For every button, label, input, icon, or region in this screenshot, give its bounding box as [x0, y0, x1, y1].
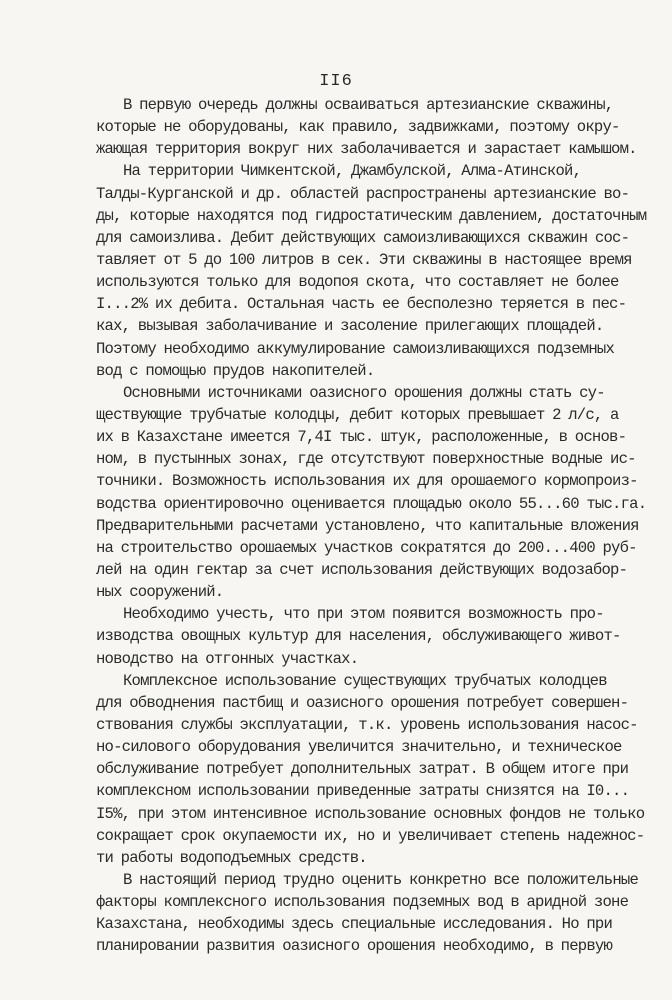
text-line: ствования службы эксплуатации, т.к. уровень использования насос- — [96, 715, 638, 734]
text-line: жающая территория вокруг них заболачивается и зарастает камышом. — [96, 140, 637, 159]
text-line: их в Казахстане имеется 7,4I тыс. штук, расположенные, в основ- — [96, 428, 627, 447]
text-line: Казахстана, необходимы здесь специальные исследования. Но при — [96, 915, 613, 934]
text-line: планировании развития оазисного орошения необходимо, в первую — [96, 937, 613, 956]
text-line: точники. Возможность использования их для орошаемого кормопроиз- — [96, 472, 638, 491]
text-line: лей на один гектар за счет использования действующих водозабор- — [96, 560, 628, 579]
text-line: обслуживание потребует дополнительных затрат. В общем итоге при — [96, 760, 629, 779]
text-line: ти работы водоподъемных средств. — [96, 848, 367, 867]
text-line: Талды-Курганской и др. областей распространены артезианские во- — [96, 184, 630, 203]
text-line: используются только для водопоя скота, что составляет не более — [96, 273, 619, 292]
text-line: вод с помощью прудов накопителей. — [96, 361, 375, 380]
text-line: I5%, при этом интенсивное использование основных фондов не только — [96, 804, 645, 823]
text-line: ках, вызывая заболачивание и засоление прилегающих площадей. — [96, 317, 604, 336]
text-line: В настоящий период трудно оценить конкретно все положительные — [123, 870, 639, 889]
text-line: Предварительными расчетами установлено, что капитальные вложения — [96, 516, 639, 535]
text-line: факторы комплексного использования подземных вод в аридной зоне — [96, 893, 629, 912]
text-line: ды, которые находятся под гидростатическим давлением, достаточным — [96, 206, 647, 225]
text-line: тавляет от 5 до 100 литров в сек. Эти скважины в настоящее время — [96, 250, 632, 269]
text-line: новодство на отгонных участках. — [96, 649, 359, 668]
text-line: ществующие трубчатые колодцы, дебит которых превышает 2 л/с, а — [96, 405, 619, 424]
text-line: Поэтому необходимо аккумулирование самоизливающихся подземных — [96, 339, 615, 358]
text-line: но-силового оборудования увеличится значительно, и техническое — [96, 738, 622, 757]
text-line: для обводнения пастбищ и оазисного орошения потребует совершен- — [96, 693, 629, 712]
page-number: II6 — [319, 72, 353, 91]
body-text — [96, 94, 656, 957]
text-line: ном, в пустынных зонах, где отсутствуют поверхностные водные ис- — [96, 450, 636, 469]
text-line: На территории Чимкентской, Джамбулской, Алма-Атинской, — [123, 162, 582, 181]
text-line: I...2% их дебита. Остальная часть ее бесполезно теряется в пес- — [96, 295, 627, 314]
text-line: на строительство орошаемых участков сократятся до 200...400 руб- — [96, 538, 637, 557]
text-line: комплексном использовании приведенные затраты снизятся на I0... — [96, 782, 630, 801]
text-line: изводства овощных культур для населения, обслуживающего живот- — [96, 627, 621, 646]
text-line: сокращает срок окупаемости их, но и увеличивает степень надежнос- — [96, 826, 645, 845]
text-line: которые не оборудованы, как правило, задвижками, поэтому окру- — [96, 118, 620, 137]
text-line: Комплексное использование существующих трубчатых колодцев — [123, 671, 607, 690]
text-line: В первую очередь должны осваиваться артезианские скважины, — [123, 96, 614, 114]
text-line: Необходимо учесть, что при этом появится возможность про- — [123, 605, 604, 624]
text-line: Основными источниками оазисного орошения должны стать су- — [123, 383, 605, 402]
text-line: для самоизлива. Дебит действующих самоизливающихся скважин сос- — [96, 228, 630, 247]
text-line: водства ориентировочно оценивается площадью около 55...60 тыс.га. — [96, 494, 647, 513]
text-line: ных сооружений. — [96, 583, 224, 602]
